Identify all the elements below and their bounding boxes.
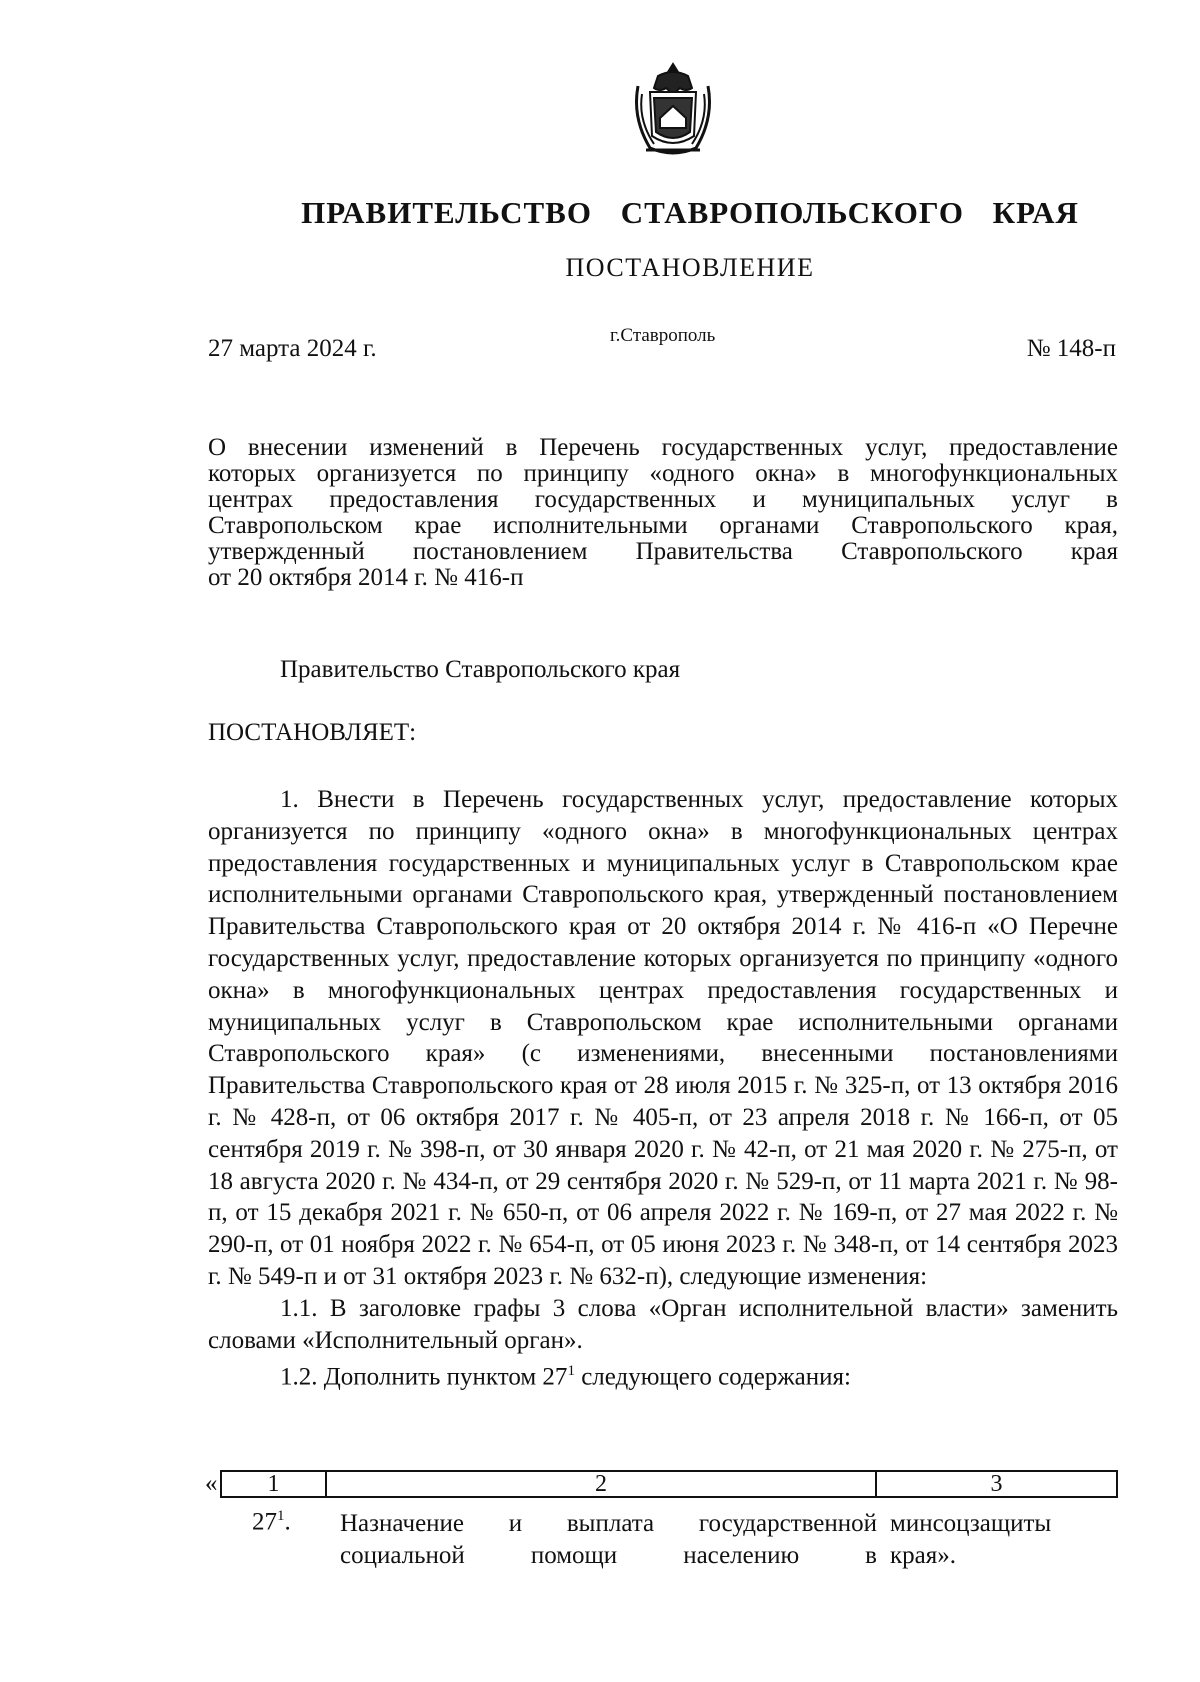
table-header-col-3: 3	[875, 1470, 1118, 1498]
government-name: Правительство Ставропольского края	[280, 656, 681, 683]
paragraph-1-2	[208, 1356, 1118, 1393]
subject-line: О внесении изменений в Перечень государственных услуг, предоставление	[208, 434, 1118, 461]
table-header-col-1: 1	[220, 1470, 327, 1498]
table-row-description	[340, 1508, 877, 1572]
paragraph-1: 1. Внести в Перечень государственных услуг, предоставление которых организуется по принципу «одного окна» в многофункциональных центрах предоставления государственных и муниципальных услуг в Ставропольском крае исполнительными органами Ставропольского края, утвержденный постановлением Правительства Ставропольского края от 20 октября 2014 г. № 416-п «О Перечне государственных услуг, предоставление которых организуется по принципу «одного окна» в многофункциональных центрах предоставления государственных и муниципальных услуг в Ставропольском крае исполнительными органами Ставропольского края» (с изменениями, внесенными постановлениями Правительства Ставропольского края от 28 июля 2015 г. № 325-п, от 13 октября 2016 г. № 428-п, от 06 октября 2017 г. № 405-п, от 23 апреля 2018 г. № 166-п, от 05 сентября 2019 г. № 398-п, от 30 января 2020 г. № 42-п, от 21 мая 2020 г. № 275-п, от 18 августа 2020 г. № 434-п, от 29 сентября 2020 г. № 529-п, от 11 марта 2021 г. № 98-п, от 15 декабря 2021 г. № 650-п, от 06 апреля 2022 г. № 169-п, от 27 мая 2022 г. № 290-п, от 01 ноября 2022 г. № 654-п, от 05 июня 2023 г. № 348-п, от 14 сентября 2023 г. № 549-п и от 31 октября 2023 г. № 632-п), следующие изменения:	[208, 786, 1118, 1290]
row-number-value: 27	[252, 1508, 277, 1536]
row-organ-line: края».	[890, 1542, 956, 1569]
document-date: 27 марта 2024 г.	[208, 335, 377, 362]
subject-line: от 20 октября 2014 г. № 416-п	[208, 564, 524, 591]
subject-line: которых организуется по принципу «одного окна» в многофункциональных	[208, 460, 1118, 487]
table-open-quote: «	[205, 1470, 218, 1497]
organization-title: ПРАВИТЕЛЬСТВО СТАВРОПОЛЬСКОГО КРАЯ	[301, 195, 1079, 230]
document-type: ПОСТАНОВЛЕНИЕ	[565, 253, 815, 282]
table-row-number	[252, 1508, 291, 1536]
document-city: г.Ставрополь	[610, 325, 716, 346]
subject-line: утвержденный постановлением Правительства Ставропольского края	[208, 538, 1118, 565]
resolves-heading: ПОСТАНОВЛЯЕТ:	[208, 719, 417, 746]
paragraph-1-2-suffix: следующего содержания:	[574, 1363, 851, 1391]
document-number: № 148-п	[1026, 335, 1116, 362]
coat-of-arms-emblem	[628, 58, 718, 160]
table-row-organ	[890, 1508, 1051, 1572]
document-body	[208, 784, 1118, 1393]
table-header-col-2: 2	[325, 1470, 877, 1498]
paragraph-1-2-superscript: 1	[567, 1363, 575, 1380]
row-number-suffix: .	[284, 1508, 291, 1536]
row-organ-line: минсоцзащиты	[890, 1510, 1052, 1537]
subject-line: Ставропольском крае исполнительными органами Ставропольского края,	[208, 512, 1118, 539]
row-number-superscript: 1	[277, 1508, 285, 1524]
row-description-line: Назначение и выплата государственной	[340, 1510, 877, 1537]
row-description-line: социальной помощи населению в	[340, 1542, 877, 1569]
document-subject	[208, 435, 1118, 591]
paragraph-1-1: 1.1. В заголовке графы 3 слова «Орган исполнительной власти» заменить словами «Исполнительный орган».	[208, 1294, 1118, 1354]
paragraph-1-2-prefix: 1.2. Дополнить пунктом 27	[280, 1363, 568, 1391]
subject-line: центрах предоставления государственных и муниципальных услуг в	[208, 486, 1118, 513]
